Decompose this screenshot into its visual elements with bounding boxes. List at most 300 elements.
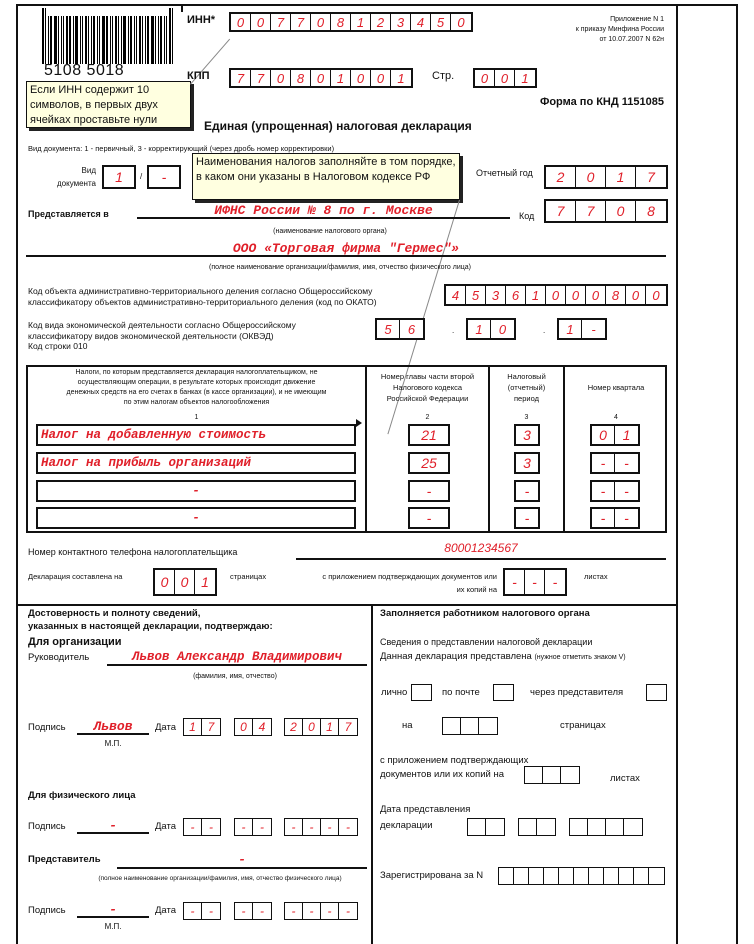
sign-label: Подпись [28, 722, 66, 733]
date-year-cells[interactable] [284, 718, 358, 736]
submitted-note: (нужное отметить знаком V) [534, 654, 626, 661]
appendix-line-1: Приложение N 1 [610, 16, 664, 23]
rep-date-day-cells[interactable] [183, 902, 221, 920]
cell[interactable]: 7 [291, 14, 311, 30]
person-sign-label: Подпись [28, 821, 66, 832]
cell[interactable]: 0 [457, 14, 465, 30]
cell[interactable]: 6 [506, 286, 526, 304]
cell[interactable]: - [505, 570, 525, 594]
okved-group-2[interactable] [466, 318, 516, 340]
barcode-bar [172, 8, 173, 64]
bottom-center-divider [371, 604, 373, 944]
tax-pointer-arrow [356, 419, 362, 427]
barcode-bar [80, 16, 81, 64]
cell[interactable]: - [184, 819, 202, 835]
barcode [42, 14, 175, 64]
okved-label-3: Код строки 010 [28, 341, 88, 351]
okved-group-3[interactable] [557, 318, 607, 340]
barcode-bar [61, 16, 62, 64]
empty-cell[interactable] [537, 819, 555, 835]
empty-cell[interactable] [589, 868, 604, 884]
empty-cell[interactable] [604, 868, 619, 884]
barcode-bar [142, 16, 143, 64]
attach-label-2: их копий на [456, 585, 497, 594]
empty-cell[interactable] [525, 767, 543, 783]
head-value[interactable]: Львов Александр Владимирович [131, 650, 343, 664]
tax-office-date-month-cells[interactable] [518, 818, 556, 836]
barcode-bar [45, 8, 46, 64]
cell[interactable]: 0 [271, 70, 291, 86]
empty-cell[interactable] [619, 868, 634, 884]
col2-header-1: Номер главы части второй [380, 372, 475, 381]
report-year-cells[interactable] [544, 165, 668, 189]
cell[interactable]: 0 [311, 14, 331, 30]
tax-office-pages-cells[interactable] [442, 717, 498, 735]
rep-date-label: Дата [155, 905, 177, 916]
chapter-field[interactable] [408, 507, 450, 529]
rep-sign-value[interactable]: - [109, 902, 117, 917]
barcode-bar [63, 16, 64, 64]
barcode-bar [139, 16, 141, 64]
inn-cells[interactable] [229, 12, 473, 32]
cell[interactable]: 0 [311, 70, 331, 86]
phone-label: Номер контактного телефона налогоплательщика [28, 547, 238, 557]
top-tick [181, 4, 183, 12]
date-day-cells[interactable] [183, 718, 221, 736]
cell[interactable]: 8 [647, 203, 655, 219]
cell[interactable]: 0 [566, 286, 586, 304]
cell[interactable]: 2 [546, 167, 576, 187]
rep-caption: (полное наименование организации/фамилия, имя, отчество физического лица) [98, 875, 342, 882]
inn-label: ИНН* [187, 14, 216, 26]
quarter-cell[interactable]: - [624, 483, 629, 499]
cell[interactable]: 7 [207, 720, 215, 734]
cell[interactable]: 1 [351, 14, 371, 30]
col-number-3: 3 [524, 414, 529, 421]
doc-type-note: Вид документа: 1 - первичный, 3 - корректирующий (через дробь номер корректировки) [28, 144, 335, 153]
cell[interactable]: - [303, 819, 321, 835]
empty-cell[interactable] [543, 767, 561, 783]
empty-cell[interactable] [559, 868, 574, 884]
empty-cell[interactable] [570, 819, 588, 835]
period-field[interactable] [514, 480, 540, 502]
cell[interactable]: 4 [446, 286, 466, 304]
tax-names-hint-tooltip: Наименования налогов заполняйте в том порядке, в каком они указаны в Налоговом кодексе РФ [192, 153, 460, 200]
tax-name-field[interactable]: Налог на прибыль организаций [36, 452, 356, 474]
barcode-number: 5108 5018 [44, 62, 125, 79]
pages-cells[interactable] [153, 568, 217, 596]
okved-dot-1: . [452, 326, 455, 335]
quarter-cell[interactable]: - [624, 510, 629, 526]
barcode-bar [97, 16, 98, 64]
period-value[interactable]: - [524, 483, 530, 499]
barcode-bar [75, 16, 78, 64]
cell[interactable]: 1 [521, 70, 529, 86]
barcode-bar [48, 16, 49, 64]
cell[interactable]: 0 [235, 719, 253, 735]
chapter-field[interactable] [408, 424, 450, 446]
phone-value[interactable]: 80001234567 [444, 541, 518, 555]
chapter-value[interactable]: - [426, 510, 432, 526]
person-date-year-cells[interactable] [284, 818, 358, 836]
cell[interactable]: - [591, 321, 596, 337]
via-rep-label: через представителя [530, 687, 624, 698]
quarter-cell[interactable]: 1 [622, 427, 631, 443]
date-month-cells[interactable] [234, 718, 272, 736]
barcode-bar [106, 16, 108, 64]
cell[interactable]: 1 [526, 286, 546, 304]
barcode-bar [155, 16, 156, 64]
cell[interactable]: 4 [258, 720, 266, 734]
col4-header: Номер квартала [587, 383, 645, 392]
barcode-bar [118, 16, 119, 64]
page-cells[interactable] [473, 68, 537, 88]
doc-type-label-1: Вид [81, 166, 96, 175]
tax-office-title: Заполняется работником налогового органа [380, 608, 590, 619]
person-date-day-cells[interactable] [183, 818, 221, 836]
empty-cell[interactable] [519, 819, 537, 835]
barcode-bar [73, 16, 74, 64]
barcode-bar [102, 16, 105, 64]
correction-value[interactable]: - [161, 169, 167, 185]
barcode-bar [69, 16, 71, 64]
person-date-month-cells[interactable] [234, 818, 272, 836]
barcode-bar [145, 16, 146, 64]
col3-header-2: (отчетный) [507, 383, 546, 392]
period-value[interactable]: 3 [523, 427, 531, 443]
kpp-cells[interactable] [229, 68, 413, 88]
empty-cell[interactable] [624, 819, 642, 835]
col3-header-1: Налоговый [507, 372, 546, 381]
cell[interactable]: - [209, 904, 213, 918]
cell[interactable]: 7 [546, 201, 576, 221]
quarter-field[interactable] [590, 480, 640, 502]
cell[interactable]: - [303, 903, 321, 919]
cell[interactable]: 0 [606, 201, 636, 221]
cell[interactable]: 7 [576, 201, 606, 221]
okato-cells[interactable] [444, 284, 668, 306]
tax-authority-caption: (наименование налогового органа) [273, 228, 387, 235]
rep-value[interactable]: - [238, 852, 246, 867]
attach-cells[interactable] [503, 568, 567, 596]
cell[interactable]: - [321, 903, 339, 919]
empty-cell[interactable] [606, 819, 624, 835]
appendix-line-3: от 10.07.2007 N 62н [599, 36, 664, 43]
quarter-cell[interactable]: - [592, 454, 615, 472]
quarter-field[interactable] [590, 452, 640, 474]
organization-caption: (полное наименование организации/фамилия, имя, отчество физического лица) [208, 264, 471, 271]
empty-cell[interactable] [468, 819, 486, 835]
cell[interactable]: 3 [486, 286, 506, 304]
col1-header-1: Налоги, по которым представляется декларация налогоплательщиком, не [75, 369, 318, 376]
person-title: Для физического лица [28, 790, 136, 801]
rep-stamp-label: М.П. [104, 922, 122, 931]
rep-date-month-cells[interactable] [234, 902, 272, 920]
cell[interactable]: 8 [291, 70, 311, 86]
cell[interactable]: 7 [271, 14, 291, 30]
rep-date-year-cells[interactable] [284, 902, 358, 920]
col1-header-4: по этим налогам объектов налогообложения [123, 399, 270, 406]
col2-header-2: Налогового кодекса [392, 383, 463, 392]
col-number-1: 1 [194, 414, 199, 421]
empty-cell[interactable] [588, 819, 606, 835]
tax-name-field[interactable]: - [36, 507, 356, 529]
barcode-bar [88, 16, 89, 64]
form-title: Единая (упрощенная) налоговая декларация [204, 119, 472, 133]
doc-type-separator: / [140, 172, 143, 181]
cell[interactable]: 1 [468, 320, 491, 338]
on-label: на [402, 720, 413, 731]
report-year-label: Отчетный год [476, 168, 533, 178]
barcode-bar [110, 16, 111, 64]
cell[interactable]: 0 [155, 570, 175, 594]
barcode-bar [166, 16, 167, 64]
tax-authority-label: Представляется в [28, 209, 109, 219]
cell[interactable]: 6 [407, 321, 416, 337]
cell[interactable]: 0 [498, 321, 507, 337]
period-value[interactable]: - [524, 510, 530, 526]
rep-sign-label: Подпись [28, 905, 66, 916]
attach-suffix: листах [584, 572, 608, 581]
cell[interactable]: 1 [184, 719, 202, 735]
barcode-bar [58, 16, 59, 64]
cell[interactable]: 7 [251, 70, 271, 86]
period-value[interactable]: 3 [523, 455, 531, 471]
doc-type-field[interactable] [102, 165, 136, 189]
barcode-bar [50, 16, 52, 64]
col-number-4: 4 [614, 414, 618, 421]
pages-label: Декларация составлена на [28, 572, 123, 581]
barcode-bar [151, 16, 154, 64]
tax-office-date-day-cells[interactable] [467, 818, 505, 836]
chapter-value[interactable]: 21 [421, 427, 437, 443]
cell[interactable]: - [346, 904, 350, 918]
barcode-bar [42, 8, 44, 64]
col2-header-3: Российской Федерации [386, 394, 469, 403]
to-attach-2: документов или их копий на [380, 769, 504, 780]
to-attach-suffix: листах [610, 773, 640, 784]
kpp-label: КПП [187, 70, 210, 82]
empty-cell[interactable] [544, 868, 559, 884]
barcode-bar [169, 8, 171, 64]
stamp-label: М.П. [104, 739, 122, 748]
okved-label-1: Код вида экономической деятельности согласно Общероссийскому [28, 320, 296, 330]
rep-title: Представитель [28, 854, 101, 865]
period-field[interactable] [514, 507, 540, 529]
doc-type-label-2: документа [56, 179, 96, 188]
cell[interactable]: - [235, 819, 253, 835]
cell[interactable]: 0 [546, 286, 566, 304]
form-code: Форма по КНД 1151085 [539, 96, 664, 108]
col-number-2: 2 [425, 414, 430, 421]
empty-cell[interactable] [479, 718, 497, 734]
empty-cell[interactable] [499, 868, 514, 884]
chapter-field[interactable] [408, 480, 450, 502]
person-date-label: Дата [155, 821, 177, 832]
empty-cell[interactable] [443, 718, 461, 734]
cell[interactable]: 0 [586, 286, 606, 304]
chapter-value[interactable]: - [426, 483, 432, 499]
right-margin-column [676, 4, 738, 944]
empty-cell[interactable] [634, 868, 649, 884]
cell[interactable]: 4 [411, 14, 431, 30]
registration-number-cells[interactable] [498, 867, 665, 885]
cell[interactable]: - [552, 574, 558, 590]
period-field[interactable] [514, 424, 540, 446]
okato-label-1: Код объекта административно-территориального деления согласно Общероссийскому [28, 286, 373, 296]
quarter-cell[interactable]: 0 [592, 426, 615, 444]
barcode-bar [128, 16, 129, 64]
tax-authority-value[interactable]: ИФНС России № 8 по г. Москве [214, 203, 433, 218]
col1-header-3: денежных средств на его счетах в банках (в кассе организации), и не имеющим [66, 389, 327, 396]
page-label: Стр. [432, 70, 455, 82]
inn-hint-tooltip: Если ИНН содержит 10 символов, в первых двух ячейках проставьте нули [26, 81, 191, 128]
quarter-field[interactable] [590, 424, 640, 446]
head-caption: (фамилия, имя, отчество) [193, 673, 277, 680]
to-date-1: Дата представления [380, 804, 471, 815]
cell[interactable]: - [525, 570, 545, 594]
barcode-bar [99, 16, 100, 64]
barcode-bar [136, 16, 137, 64]
barcode-bar [147, 16, 149, 64]
cell[interactable]: - [209, 820, 213, 834]
cell[interactable]: 0 [652, 287, 660, 303]
cell[interactable]: - [260, 820, 264, 834]
empty-cell[interactable] [486, 819, 504, 835]
cell[interactable]: 7 [647, 169, 655, 185]
registered-label: Зарегистрирована за N [380, 870, 484, 881]
barcode-bar [85, 16, 87, 64]
empty-cell[interactable] [461, 718, 479, 734]
head-label: Руководитель [28, 652, 90, 663]
to-attach-1: с приложением подтверждающих [380, 755, 529, 766]
tax-office-info: Сведения о представлении налоговой декларации [380, 637, 593, 647]
barcode-bar [82, 16, 83, 64]
cell[interactable]: 0 [231, 14, 251, 30]
sign-value[interactable]: Львов [93, 719, 133, 734]
tax-name-field[interactable]: Налог на добавленную стоимость [36, 424, 356, 446]
to-date-2: декларации [380, 820, 433, 831]
appendix-line-2: к приказу Минфина России [575, 26, 664, 33]
cell[interactable]: 1 [606, 167, 636, 187]
okved-label-2: классификатору видов экономической деятельности (ОКВЭД) [28, 331, 274, 341]
organization-value[interactable]: ООО «Торговая фирма "Гермес"» [232, 241, 460, 256]
cell[interactable]: 0 [626, 286, 646, 304]
quarter-cell[interactable]: - [592, 482, 615, 500]
cell[interactable]: - [321, 819, 339, 835]
cell[interactable]: 7 [231, 70, 251, 86]
empty-cell[interactable] [574, 868, 589, 884]
cell[interactable]: 0 [175, 570, 195, 594]
barcode-bar [115, 16, 117, 64]
cell[interactable]: - [285, 819, 303, 835]
barcode-bar [130, 16, 132, 64]
cell[interactable]: 0 [251, 14, 271, 30]
cell[interactable]: 5 [466, 286, 486, 304]
pages-suffix: страницах [230, 572, 267, 581]
barcode-bar [54, 16, 57, 64]
cell[interactable]: 0 [351, 70, 371, 86]
confirm-title-2: указанных в настоящей декларации, подтверждаю: [28, 621, 273, 632]
org-title: Для организации [28, 636, 122, 648]
cell[interactable]: 2 [371, 14, 391, 30]
period-field[interactable] [514, 452, 540, 474]
empty-cell[interactable] [561, 767, 579, 783]
okato-label-2: классификатору объектов административно-территориального деления (код по ОКАТО) [28, 297, 377, 307]
cell[interactable]: 5 [431, 14, 451, 30]
cell[interactable]: 1 [331, 70, 351, 86]
cell[interactable]: 0 [371, 70, 391, 86]
cell[interactable]: - [260, 904, 264, 918]
cell[interactable]: 2 [285, 719, 303, 735]
cell[interactable]: 1 [201, 574, 209, 590]
cell[interactable]: 0 [576, 167, 606, 187]
barcode-bar [160, 16, 162, 64]
cell[interactable]: - [346, 820, 350, 834]
cell[interactable]: - [235, 903, 253, 919]
cell[interactable]: 1 [559, 320, 582, 338]
cell[interactable]: 0 [475, 70, 495, 86]
cell[interactable]: 1 [397, 70, 405, 86]
in-person-checkbox[interactable] [411, 684, 432, 701]
chapter-field[interactable] [408, 452, 450, 474]
bottom-section-divider [16, 604, 678, 606]
tax-office-attach-cells[interactable] [524, 766, 580, 784]
quarter-cell[interactable]: - [624, 455, 629, 471]
col3-header-3: период [514, 394, 539, 403]
cell[interactable]: - [285, 903, 303, 919]
quarter-cell[interactable]: - [592, 509, 615, 527]
doc-type-value[interactable]: 1 [115, 169, 123, 185]
cell[interactable]: 3 [391, 14, 411, 30]
barcode-bar [112, 16, 113, 64]
okved-dot-2: . [543, 326, 546, 335]
col1-header-2: осуществляющим операции, в результате которых происходит движение [77, 379, 316, 386]
submitted-text: Данная декларация представлена [380, 651, 532, 662]
barcode-bar [93, 16, 95, 64]
by-mail-checkbox[interactable] [493, 684, 514, 701]
attach-label-1: с приложением подтверждающих документов или [322, 572, 497, 581]
quarter-field[interactable] [590, 507, 640, 529]
okved-group-1[interactable] [375, 318, 425, 340]
barcode-bar [158, 16, 159, 64]
cell[interactable]: 1 [321, 719, 339, 735]
barcode-bar [91, 16, 92, 64]
empty-cell[interactable] [529, 868, 544, 884]
chapter-value[interactable]: 25 [421, 455, 437, 471]
barcode-bar [123, 16, 126, 64]
cell[interactable]: 8 [331, 14, 351, 30]
correction-number-field[interactable] [147, 165, 181, 189]
empty-cell[interactable] [514, 868, 529, 884]
cell[interactable]: 0 [303, 719, 321, 735]
cell[interactable]: 0 [495, 70, 515, 86]
tax-office-submitted [380, 652, 626, 662]
tax-authority-code-cells[interactable] [544, 199, 668, 223]
tax-name-field[interactable]: - [36, 480, 356, 502]
via-rep-checkbox[interactable] [646, 684, 667, 701]
tax-office-date-year-cells[interactable] [569, 818, 643, 836]
cell[interactable]: - [184, 903, 202, 919]
in-person-label: лично [381, 687, 408, 698]
cell[interactable]: 5 [377, 320, 400, 338]
cell[interactable]: 7 [344, 720, 352, 734]
cell[interactable]: 8 [606, 286, 626, 304]
barcode-bar [134, 16, 135, 64]
person-sign-value[interactable]: - [109, 818, 117, 833]
by-mail-label: по почте [442, 687, 480, 698]
empty-cell[interactable] [649, 868, 664, 884]
